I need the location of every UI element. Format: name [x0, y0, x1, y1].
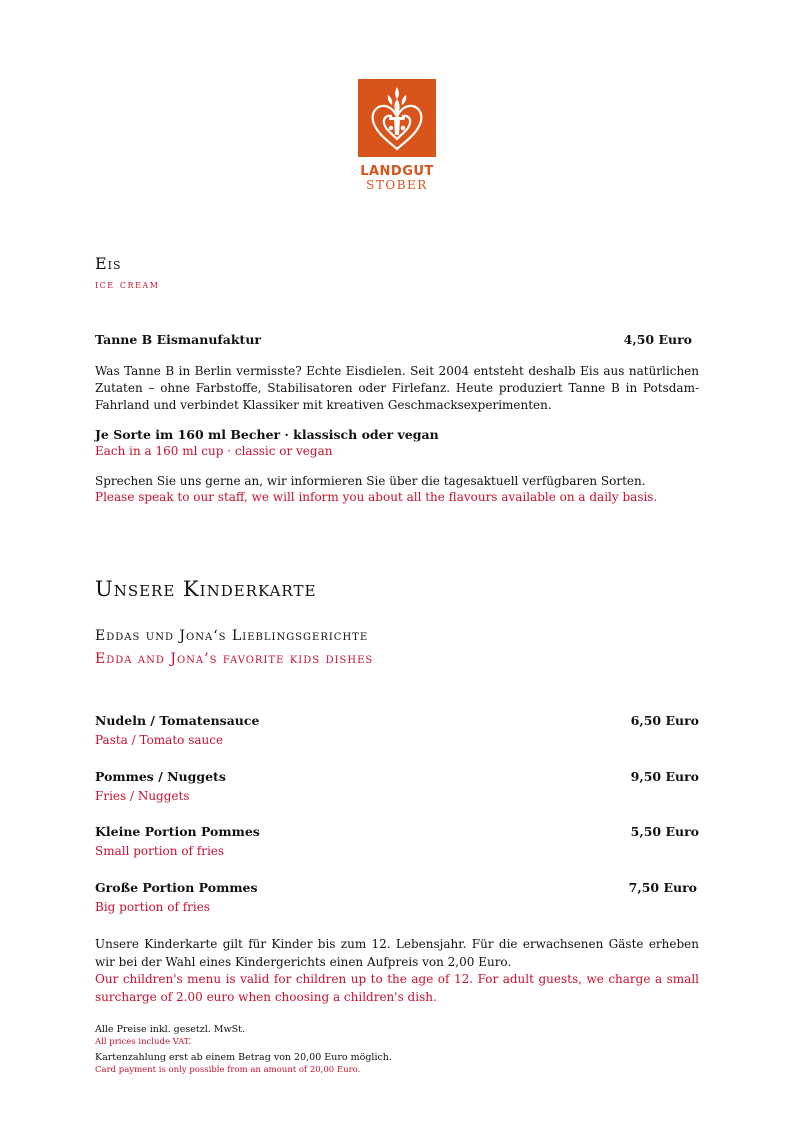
kids-item-name-en: Fries / Nuggets — [95, 789, 190, 803]
kids-note-en: Our children's menu is valid for children up to the age of 12. For adult guests, we charge a small surcharge of 2.00 euro when choosing a children's dish. — [95, 972, 699, 1004]
logo-text-stober: STOBER — [366, 178, 428, 192]
kids-item-name-en: Pasta / Tomato sauce — [95, 733, 224, 747]
kids-item-name: Nudeln / Tomatensauce — [95, 713, 260, 728]
ice-note-de: Sprechen Sie uns gerne an, wir informieren Sie über die tagesaktuell verfügbaren Sorten. — [95, 474, 646, 488]
ice-serving-de: Je Sorte im 160 ml Becher · klassisch oder vegan — [95, 427, 439, 442]
kids-item-price: 5,50 Euro — [630, 824, 699, 839]
ice-note-en: Please speak to our staff, we will inform you about all the flavours available on a daily basis. — [95, 490, 658, 504]
kids-item-name-en: Small portion of fries — [95, 844, 225, 858]
kids-item-price: 6,50 Euro — [630, 713, 699, 728]
kids-item-price: 7,50 Euro — [628, 880, 697, 895]
kids-item-name-en: Big portion of fries — [95, 900, 210, 914]
ice-serving-en: Each in a 160 ml cup · classic or vegan — [95, 444, 333, 458]
ice-item-price: 4,50 Euro — [623, 332, 692, 347]
ice-section-title: Eis — [95, 254, 122, 273]
ice-item-name: Tanne B Eismanufaktur — [95, 332, 262, 347]
kids-section-title: Unsere Kinderkarte — [95, 577, 317, 601]
kids-item-name: Pommes / Nuggets — [95, 769, 226, 784]
footer-card-de: Kartenzahlung erst ab einem Betrag von 20,00 Euro möglich. — [95, 1052, 392, 1063]
kids-item-name: Große Portion Pommes — [95, 880, 258, 895]
logo-text-landgut: LANDGUT — [360, 164, 434, 179]
brand-logo — [358, 79, 436, 192]
ice-section-title-en: ice cream — [95, 277, 160, 291]
kids-item-name: Kleine Portion Pommes — [95, 824, 260, 839]
kids-item-price: 9,50 Euro — [630, 769, 699, 784]
ice-item-description: Was Tanne B in Berlin vermisste? Echte Eisdielen. Seit 2004 entsteht deshalb Eis aus natürlichen Zutaten – ohne Farbstoffe, Stabilisatoren oder Firlefanz. Heute produziert Tanne B in Potsdam-Fahrland und verbindet Klassiker mit kreativen Geschmacksexperimenten. — [95, 364, 699, 412]
kids-subtitle-en: Edda and Jona’s favorite kids dishes — [95, 651, 374, 667]
footer-vat-de: Alle Preise inkl. gesetzl. MwSt. — [95, 1024, 245, 1035]
heart-fleur-emblem-icon — [358, 79, 436, 157]
kids-subtitle-de: Eddas und Jona‘s Lieblingsgerichte — [95, 628, 369, 644]
footer-card-en: Card payment is only possible from an amount of 20,00 Euro. — [95, 1065, 361, 1075]
footer-vat-en: All prices include VAT. — [95, 1037, 192, 1047]
kids-note-de: Unsere Kinderkarte gilt für Kinder bis zum 12. Lebensjahr. Für die erwachsenen Gäste erheben wir bei der Wahl eines Kindergerichts einen Aufpreis von 2,00 Euro. — [95, 937, 699, 969]
